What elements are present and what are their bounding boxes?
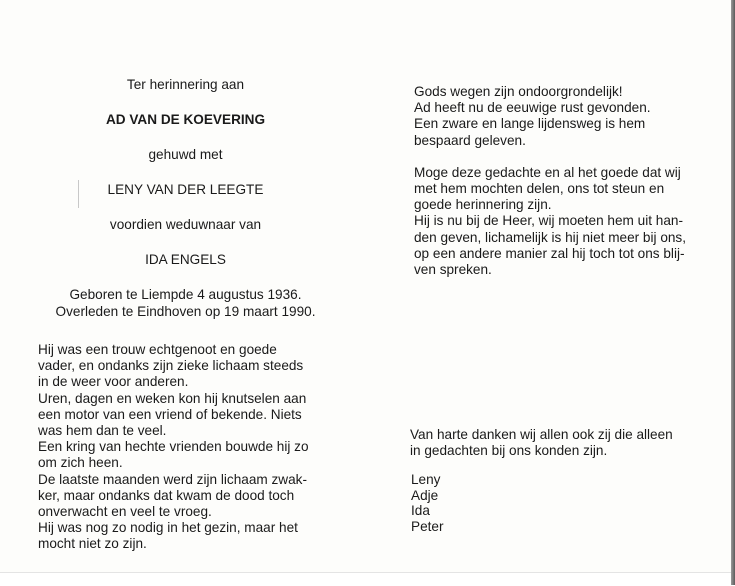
thanks-text: Van harte danken wij allen ook zij die alleen in gedachten bij ons konden zijn. bbox=[410, 427, 673, 459]
signature-name: Leny bbox=[411, 472, 441, 487]
widower-label: voordien weduwnaar van bbox=[109, 217, 262, 232]
first-spouse-name: IDA ENGELS bbox=[145, 252, 226, 267]
signature-name: Ida bbox=[411, 503, 430, 518]
scan-bottom-edge bbox=[0, 572, 735, 586]
card-header bbox=[38, 76, 333, 320]
birth-info: Geboren te Liempde 4 augustus 1936. bbox=[69, 287, 302, 302]
right-page bbox=[414, 84, 708, 294]
in-memory-label: Ter herinnering aan bbox=[126, 77, 245, 92]
remembrance-text: Moge deze gedachte en al het goede dat wij met hem mochten delen, ons tot steun en goede herinnering zijn. Hij is nu bij de Heer, wij moeten hem uit han- den geven, lichamelijk is hij niet meer bij ons, op een andere manier zal hij toch tot ons blij- ven spreken. bbox=[414, 164, 687, 278]
deceased-name: AD VAN DE KOEVERING bbox=[105, 112, 266, 127]
signature-list bbox=[411, 472, 444, 534]
signature-name: Peter bbox=[411, 518, 444, 534]
death-info: Overleden te Eindhoven op 19 maart 1990. bbox=[55, 304, 316, 319]
spouse-name: LENY VAN DER LEEGTE bbox=[107, 182, 264, 197]
faith-text: Gods wegen zijn ondoorgrondelijk! Ad heeft nu de eeuwige rust gevonden. Een zware en lange lijdensweg is hem bespaard geleven. bbox=[414, 84, 651, 148]
married-to-label: gehuwd met bbox=[148, 147, 223, 162]
left-page bbox=[38, 76, 333, 553]
signature-name: Adje bbox=[411, 487, 439, 503]
scan-right-edge bbox=[731, 0, 735, 585]
life-tribute-text: Hij was een trouw echtgenoot en goede vader, en ondanks zijn zieke lichaam steeds in de weer voor anderen. Uren, dagen en weken kon hij knutselen aan een motor van een vriend of bekende. Niets was hem dan te veel. Een kring van hechte vrienden bouwde hij zo om zich heen. De laatste maanden werd zijn lichaam zwak- ker, maar ondanks dat kwam de dood toch onverwacht en veel te vroeg. Hij was nog zo nodig in het gezin, maar het mocht niet zo zijn. bbox=[38, 342, 309, 552]
